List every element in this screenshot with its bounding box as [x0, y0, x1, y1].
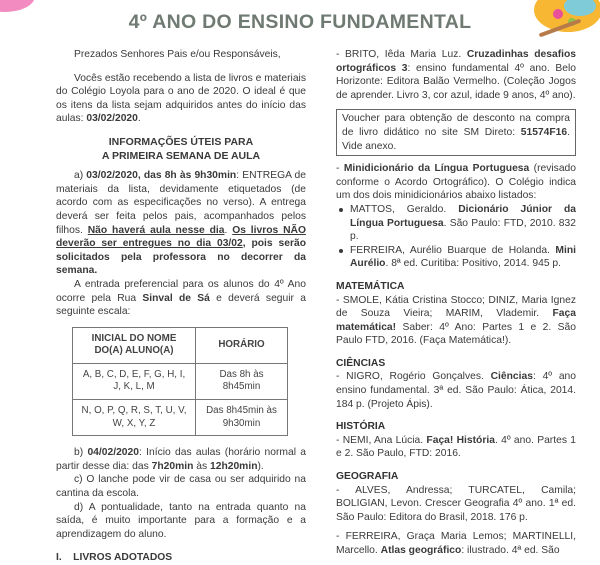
salutation: Prezados Senhores Pais e/ou Responsáveis,	[74, 49, 281, 60]
book-entry-geography-2: - FERREIRA, Graça Maria Lemos; MARTINELLI, Marcello. Atlas geográfico: ilustrado. 4ª ed. São	[336, 531, 576, 556]
item-c: c) O lanche pode vir de casa ou ser adquirido na cantina da escola.	[56, 474, 306, 500]
table-cell-time: Das 8h às 8h45min	[196, 363, 288, 399]
section-heading-books: I. LIVROS ADOTADOS	[56, 552, 173, 564]
column-header-initial: INICIAL DO NOME DO(A) ALUNO(A)	[73, 327, 196, 363]
entry-instructions: A entrada preferencial para os alunos do 4º Ano ocorre pela Rua Sinval de Sá e deverá seguir a seguinte escala:	[56, 278, 306, 318]
item-a: a) 03/02/2020, das 8h às 9h30min: ENTREGA de materiais da lista, devidamente etiquetados (de acordo com as especificações no verso). A entrega deverá ser feita pelos pais, acompanhados pelos filhos. Não haverá aula nesse dia. Os livros NÃO deverão ser entregues no dia 03/02, pois serão solicitados pela professora no decorrer da semana.	[56, 170, 306, 277]
info-heading-line2: A PRIMEIRA SEMANA DE AULA	[101, 149, 261, 162]
page-title: 4º ANO DO ENSINO FUNDAMENTAL	[128, 11, 472, 33]
minidictionary-entry: - Minidicionário da Língua Portuguesa (revisado conforme o Acordo Ortográfico). O Colégio indica um dos dois minidicionários abaixo listados:	[336, 163, 577, 202]
table-cell-letters: A, B, C, D, E, F, G, H, I, J, K, L, M	[73, 363, 196, 399]
book-entry-brito: - BRITO, Iêda Maria Luz. Cruzadinhas desafios ortográficos 3: ensino fundamental 4º ano. Belo Horizonte: Editora Balão Vermelho. (Coleção Jogos de aprender. Livro 3, cor azul, idade 9 anos, 4º ano).	[336, 49, 576, 101]
entry-schedule-table	[72, 327, 288, 437]
table-row	[73, 363, 288, 399]
voucher-box: Voucher para obtenção de desconto na compra de livro didático no site SM Direto: 51574F16. Vide anexo.	[336, 109, 576, 156]
table-cell-letters: N, O, P, Q, R, S, T, U, V, W, X, Y, Z	[73, 400, 196, 436]
info-heading-line1: INFORMAÇÕES ÚTEIS PARA	[108, 135, 254, 148]
list-item: FERREIRA, Aurélio Buarque de Holanda. Mini Aurélio. 8ª ed. Curitiba: Positivo, 2014. 945 p.	[336, 244, 576, 271]
book-entry-science: - NIGRO, Rogério Gonçalves. Ciências: 4º ano ensino fundamental. 3ª ed. São Paulo: Ática, 2014. 184 p. (Projeto Ápis).	[336, 371, 576, 410]
table-cell-time: Das 8h45min às 9h30min	[196, 400, 288, 436]
right-column	[336, 48, 576, 558]
list-item: MATTOS, Geraldo. Dicionário Júnior da Língua Portuguesa. São Paulo: FTD, 2010. 832 p.	[336, 203, 576, 244]
subject-heading-math: MATEMÁTICA	[336, 280, 405, 292]
subject-heading-science: CIÊNCIAS	[336, 357, 386, 369]
book-entry-math: - SMOLE, Kátia Cristina Stocco; DINIZ, Maria Ignez de Souza Vieira; MARIM, Vlademir. Faça matemática! Saber: 4º Ano: Partes 1 e 2. São Paulo FTD, 2016. (Faça Matemática!).	[336, 294, 576, 347]
item-d: d) A pontualidade, tanto na entrada quanto na saída, é muito importante para a formação e a aprendizagem do aluno.	[56, 501, 306, 540]
subject-heading-history: HISTÓRIA	[336, 421, 386, 433]
left-column	[56, 48, 306, 565]
item-b: b) 04/02/2020: Início das aulas (horário normal a partir desse dia: das 7h20min às 12h20min).	[56, 447, 306, 472]
book-entry-history: - NEMI, Ana Lúcia. Faça! História. 4º ano. Partes 1 e 2. São Paulo, FTD: 2016.	[336, 434, 576, 460]
book-entry-geography-1: - ALVES, Andressa; TURCATEL, Camila; BOLIGIAN, Levon. Crescer Geografia 4º ano. 1ª ed. São Paulo: Editora do Brasil, 2018. 176 p.	[336, 484, 576, 523]
intro-paragraph: Vocês estão recebendo a lista de livros e materiais do Colégio Loyola para o ano de 2020. O ideal é que os itens da lista sejam adquiridos antes do início das aulas: 03/02/2020.	[56, 72, 306, 125]
subject-heading-geography: GEOGRAFIA	[336, 471, 399, 483]
column-header-time: HORÁRIO	[196, 327, 288, 363]
table-header-row	[73, 327, 288, 363]
table-row	[73, 400, 288, 436]
